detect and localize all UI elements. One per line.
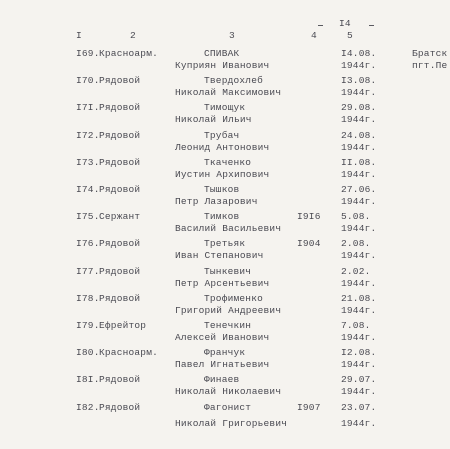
record-name: Петр Арсентьевич	[175, 277, 270, 289]
record-number: I80.	[76, 347, 100, 359]
record-number: I72.	[76, 129, 100, 141]
record-surname: Трубач	[204, 129, 240, 141]
record-name: Николай Григорьевич	[175, 417, 288, 429]
record-year-of-death: 1944г.	[341, 141, 377, 153]
record-number: I77.	[76, 265, 100, 277]
record-surname: Трофименко	[204, 292, 264, 304]
record-year: I904	[297, 238, 321, 250]
record-date: 2.08.	[341, 238, 371, 250]
record-name: Леонид Антонович	[175, 141, 270, 153]
record-surname: Третьяк	[204, 238, 246, 250]
record-rank: Рядовой	[99, 292, 141, 304]
record-rank: Рядовой	[99, 102, 141, 114]
record-surname: Ткаченко	[204, 156, 252, 168]
record-year-of-death: 1944г.	[341, 417, 377, 429]
record-number: I75.	[76, 211, 100, 223]
record-number: I69.	[76, 48, 100, 59]
record-surname: Франчук	[204, 347, 246, 359]
record-date: I2.08.	[341, 347, 377, 359]
record-date: I3.08.	[341, 75, 377, 87]
record-year-of-death: 1944г.	[341, 277, 377, 289]
record-rank: Красноарм.	[99, 347, 159, 359]
page-number-dash-right	[369, 25, 374, 26]
record-name: Иустин Архипович	[175, 168, 270, 180]
record-year-of-death: 1944г.	[341, 332, 377, 343]
record-date: 29.08.	[341, 102, 377, 114]
record-name: Василий Васильевич	[175, 223, 282, 235]
record-rank: Рядовой	[99, 401, 141, 413]
page-number-dash-left	[318, 25, 323, 26]
record-date: 2.02.	[341, 265, 371, 277]
record-rank: Рядовой	[99, 184, 141, 195]
record-number: I7I.	[76, 102, 100, 114]
record-place: Братск	[412, 48, 448, 59]
record-number: I79.	[76, 320, 100, 331]
column-header-2: 2	[130, 30, 136, 41]
record-surname: Тимков	[204, 211, 240, 223]
record-name: Николай Николаевич	[175, 386, 282, 398]
record-year-of-death: 1944г.	[341, 87, 377, 99]
record-number: I76.	[76, 238, 100, 250]
record-name: Петр Лазарович	[175, 196, 258, 207]
record-rank: Рядовой	[99, 238, 141, 250]
record-year-of-death: 1944г.	[341, 386, 377, 398]
record-date: 24.08.	[341, 129, 377, 141]
record-date: I4.08.	[341, 48, 377, 59]
record-rank: Рядовой	[99, 374, 141, 386]
record-name: Николай Максимович	[175, 87, 282, 99]
record-date: 5.08.	[341, 211, 371, 223]
record-date: 21.08.	[341, 292, 377, 304]
record-name: Алексей Иванович	[175, 332, 270, 343]
record-number: I82.	[76, 401, 100, 413]
record-surname: Твердохлеб	[204, 75, 264, 87]
record-name: Куприян Иванович	[175, 60, 270, 71]
record-date: 27.06.	[341, 184, 377, 195]
record-year-of-death: 1944г.	[341, 168, 377, 180]
record-rank: Сержант	[99, 211, 141, 223]
record-year-of-death: 1944г.	[341, 114, 377, 126]
record-date: 29.07.	[341, 374, 377, 386]
column-header-1: I	[76, 30, 82, 41]
record-year: I9I6	[297, 211, 321, 223]
record-surname: Тышков	[204, 184, 240, 195]
record-year-of-death: 1944г.	[341, 250, 377, 262]
record-year-of-death: 1944г.	[341, 359, 377, 371]
record-rank: Рядовой	[99, 156, 141, 168]
record-surname: Тынкевич	[204, 265, 252, 277]
record-name: Павел Игнатьевич	[175, 359, 270, 371]
record-rank: Ефрейтор	[99, 320, 147, 331]
page-number: I4	[339, 18, 351, 29]
record-surname: СПИВАК	[204, 48, 240, 59]
record-year-of-death: 1944г.	[341, 60, 377, 71]
record-surname: Финаев	[204, 374, 240, 386]
record-year-of-death: 1944г.	[341, 196, 377, 207]
record-number: I74.	[76, 184, 100, 195]
record-year-of-death: 1944г.	[341, 223, 377, 235]
record-name: Николай Ильич	[175, 114, 252, 126]
column-header-3: 3	[229, 30, 235, 41]
record-rank: Рядовой	[99, 129, 141, 141]
column-header-4: 4	[311, 30, 317, 41]
record-year-of-death: 1944г.	[341, 304, 377, 316]
record-place-2: пгт.Пе	[412, 60, 448, 71]
record-rank: Рядовой	[99, 265, 141, 277]
record-name: Иван Степанович	[175, 250, 264, 262]
record-date: 23.07.	[341, 401, 377, 413]
record-number: I78.	[76, 292, 100, 304]
column-header-5: 5	[347, 30, 353, 41]
record-number: I70.	[76, 75, 100, 87]
record-number: I73.	[76, 156, 100, 168]
record-surname: Тенечкин	[204, 320, 252, 331]
record-rank: Красноарм.	[99, 48, 159, 59]
record-surname: Тимощук	[204, 102, 246, 114]
record-year: I907	[297, 401, 321, 413]
record-date: II.08.	[341, 156, 377, 168]
record-date: 7.08.	[341, 320, 371, 331]
record-surname: Фагонист	[204, 401, 252, 413]
record-name: Григорий Андреевич	[175, 304, 282, 316]
record-number: I8I.	[76, 374, 100, 386]
record-rank: Рядовой	[99, 75, 141, 87]
